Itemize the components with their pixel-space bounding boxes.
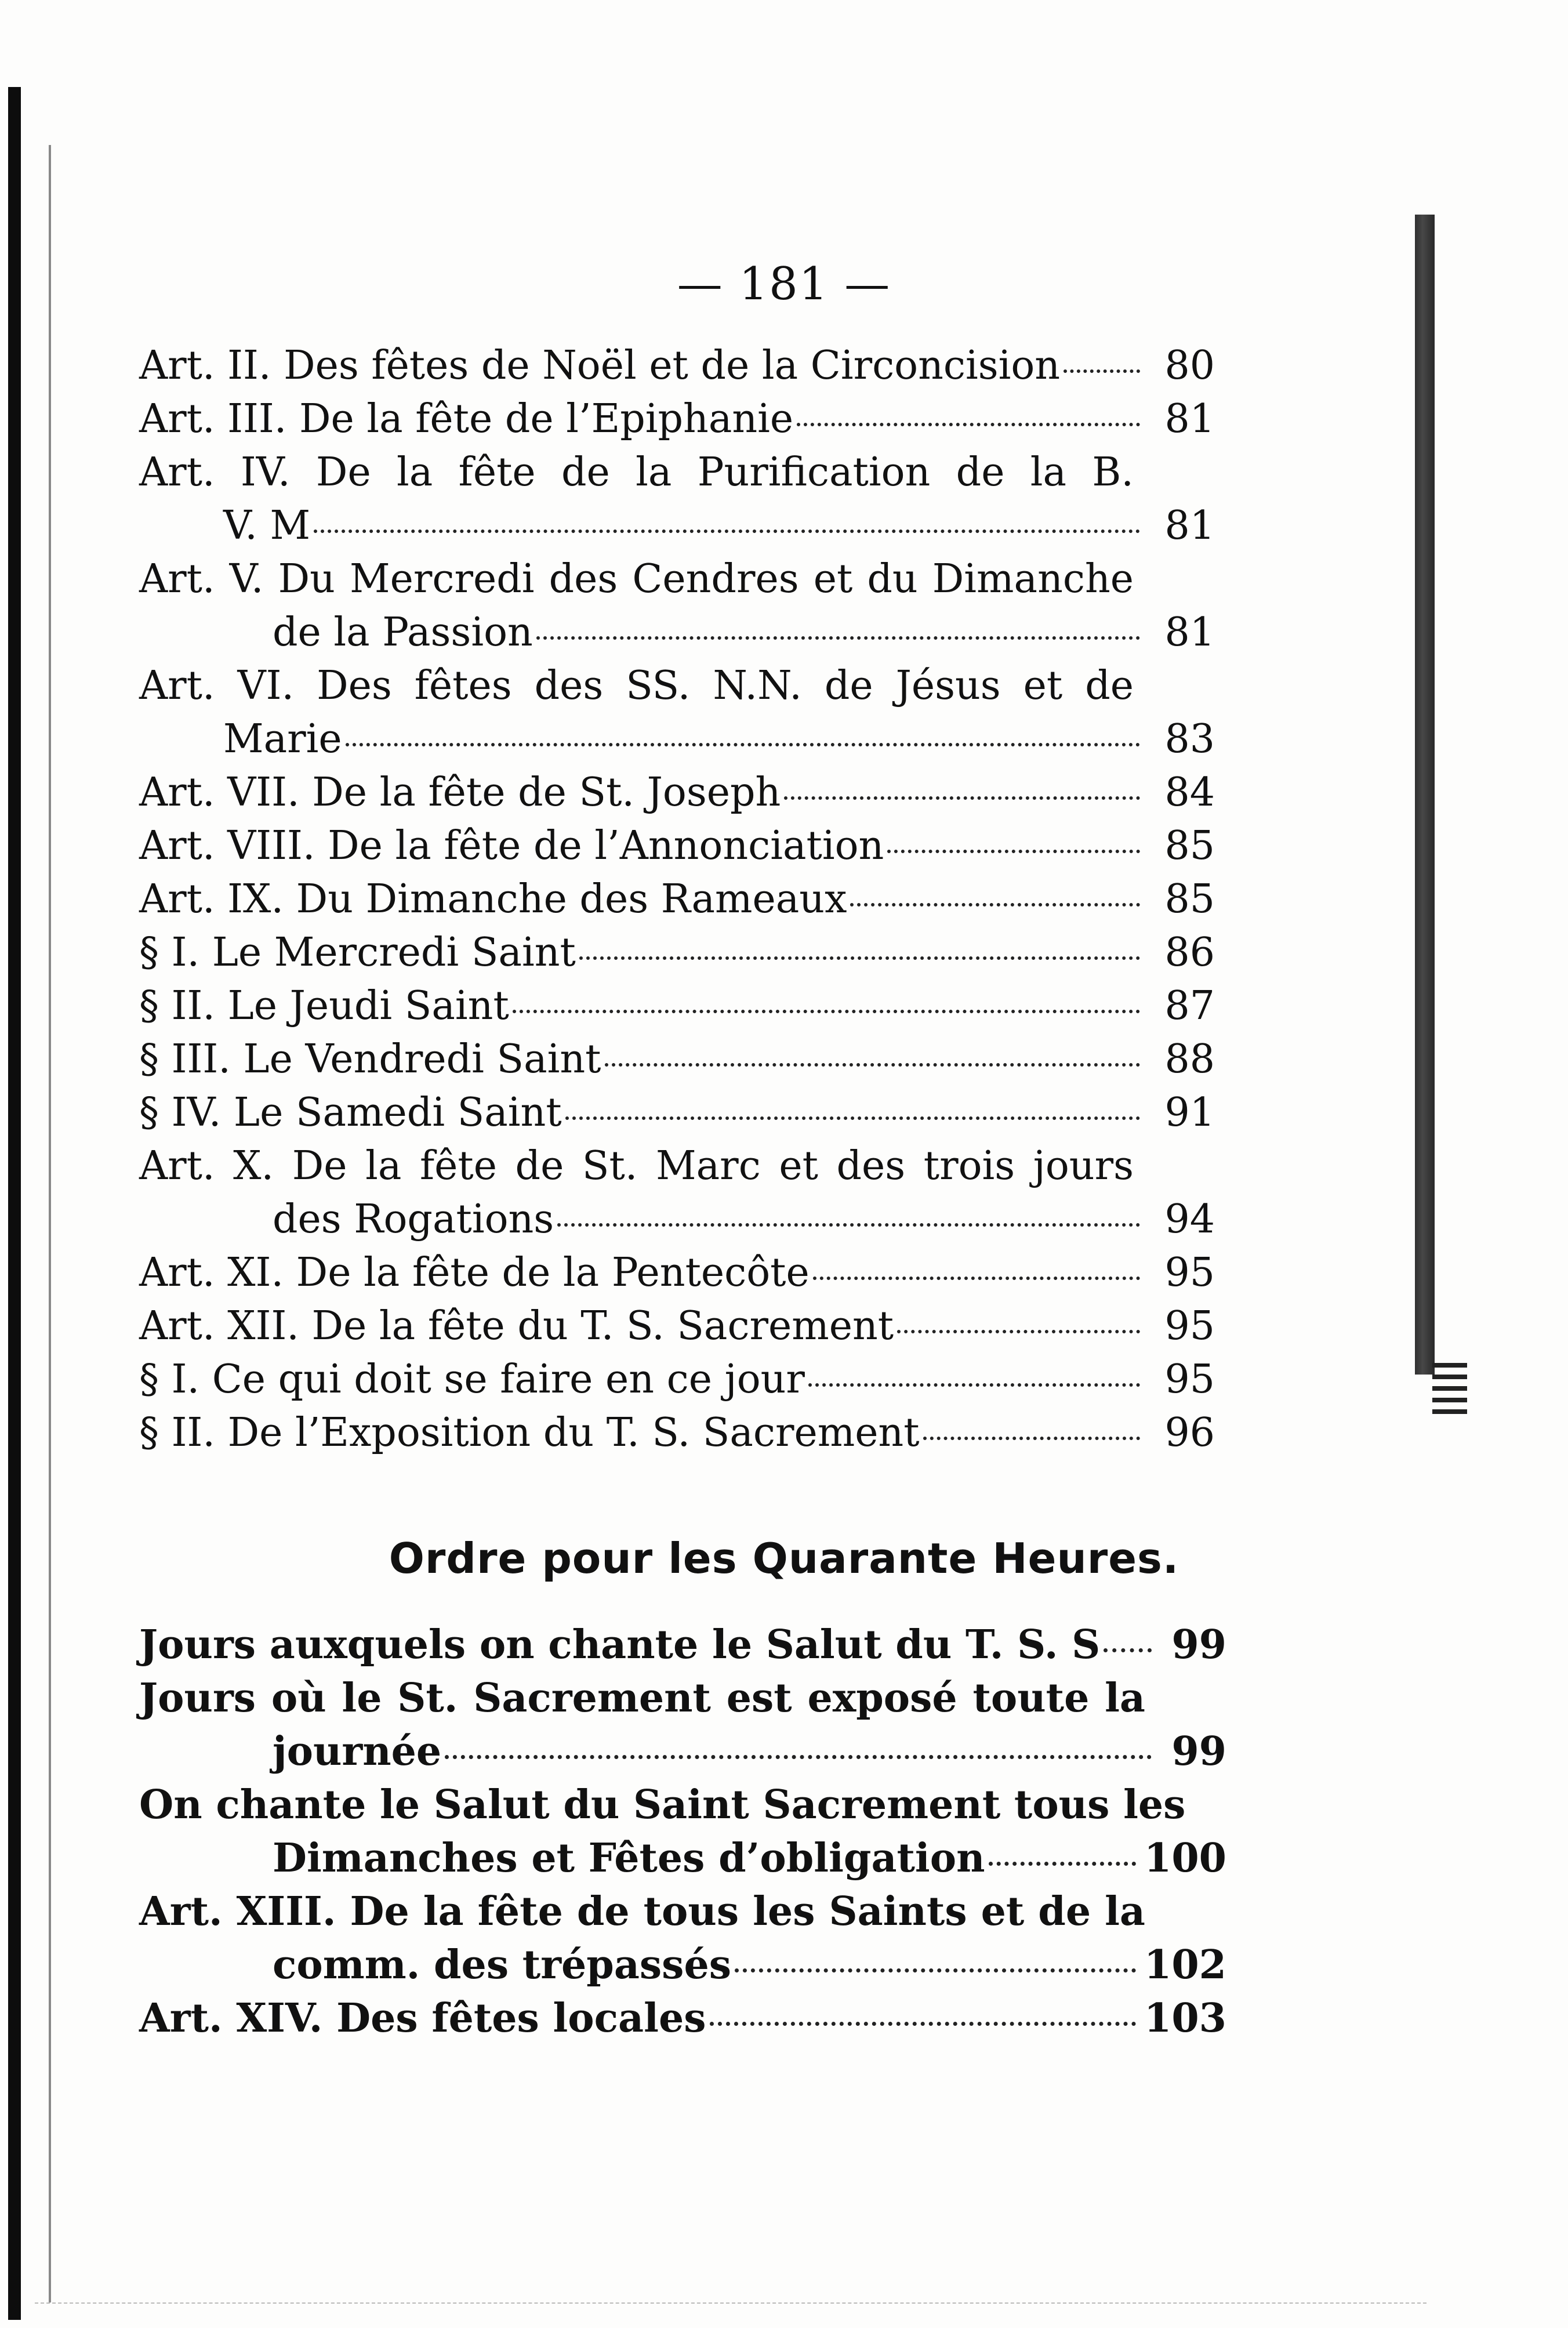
toc-page-number: 85 bbox=[1164, 876, 1215, 922]
toc-entry-title: § II. Le Jeudi Saint bbox=[139, 983, 509, 1029]
dot-leader bbox=[897, 1330, 1140, 1333]
toc-entry-row bbox=[139, 339, 1215, 393]
toc-entry bbox=[139, 1778, 1226, 1885]
toc-entry-row bbox=[139, 1406, 1215, 1460]
dot-leader bbox=[797, 423, 1140, 426]
toc-entry-line: Jours où le St. Sacrement est exposé toute la bbox=[139, 1675, 1145, 1721]
toc-entry-line: On chante le Salut du Saint Sacrement tous les bbox=[139, 1782, 1186, 1828]
toc-page-number: 83 bbox=[1164, 716, 1215, 762]
toc-entry-row bbox=[139, 1618, 1226, 1671]
toc-entry bbox=[139, 1618, 1226, 1671]
toc-entry-title: § II. De l’Exposition du T. S. Sacrement bbox=[139, 1410, 920, 1456]
dot-leader bbox=[605, 1063, 1140, 1067]
toc-entry-title: § I. Ce qui doit se faire en ce jour bbox=[139, 1357, 805, 1402]
dot-leader bbox=[579, 956, 1140, 960]
toc-entry-title: Art. VII. De la fête de St. Joseph bbox=[139, 770, 781, 815]
section-title: Ordre pour les Quarante Heures. bbox=[389, 1534, 1179, 1583]
page-number: — 181 — bbox=[677, 258, 891, 310]
toc-entry-row bbox=[139, 926, 1215, 980]
toc-page-number: 95 bbox=[1164, 1303, 1215, 1349]
dot-leader bbox=[923, 1437, 1140, 1440]
toc-page-number: 88 bbox=[1164, 1036, 1215, 1082]
toc-page-number: 86 bbox=[1164, 930, 1215, 976]
toc-page-number: 80 bbox=[1164, 343, 1215, 389]
toc-entry-row bbox=[139, 766, 1215, 819]
toc-entry-line: Art. XIII. De la fête de tous les Saints et de la bbox=[139, 1888, 1145, 1935]
page-margin-line bbox=[49, 145, 51, 2302]
dot-leader bbox=[813, 1277, 1140, 1280]
toc-entry-title: Art. XI. De la fête de la Pentecôte bbox=[139, 1250, 810, 1296]
toc-entry-title: Art. XII. De la fête du T. S. Sacrement bbox=[139, 1303, 894, 1349]
toc-entry-title: § IV. Le Samedi Saint bbox=[139, 1090, 562, 1136]
toc-entry bbox=[139, 819, 1215, 873]
toc-entry bbox=[139, 659, 1215, 766]
bottom-edge-noise bbox=[35, 2279, 1427, 2304]
toc-entry bbox=[139, 1086, 1215, 1140]
page-edge-shadow bbox=[8, 87, 21, 2320]
binding-edge-shadow bbox=[1415, 215, 1435, 1375]
toc-page-number: 102 bbox=[1144, 1942, 1226, 1988]
toc-entry-row bbox=[139, 1033, 1215, 1086]
toc-entry bbox=[139, 446, 1215, 553]
toc-entry-title: Art. II. Des fêtes de Noël et de la Circoncision bbox=[139, 343, 1061, 389]
dot-leader bbox=[346, 743, 1140, 746]
toc-page-number: 87 bbox=[1164, 983, 1215, 1029]
toc-entry bbox=[139, 1406, 1215, 1460]
toc-entry bbox=[139, 873, 1215, 926]
toc-entry-title: § III. Le Vendredi Saint bbox=[139, 1036, 601, 1082]
toc-entry-title: Art. III. De la fête de l’Epiphanie bbox=[139, 396, 794, 442]
dot-leader bbox=[989, 1862, 1136, 1866]
toc-entry bbox=[139, 553, 1215, 659]
dot-leader bbox=[1104, 1648, 1152, 1652]
toc-entry-row bbox=[139, 1300, 1215, 1353]
toc-page-number: 85 bbox=[1164, 823, 1215, 869]
dot-leader bbox=[536, 636, 1140, 640]
toc-entry-title: Dimanches et Fêtes d’obligation bbox=[273, 1835, 985, 1881]
dot-leader bbox=[808, 1383, 1140, 1387]
toc-page-number: 96 bbox=[1164, 1410, 1215, 1456]
toc-entry-row bbox=[139, 819, 1215, 873]
toc-entry bbox=[139, 980, 1215, 1033]
dot-leader bbox=[314, 530, 1140, 533]
dot-leader bbox=[445, 1755, 1152, 1759]
toc-page-number: 100 bbox=[1144, 1835, 1226, 1881]
toc-entry-row bbox=[139, 1832, 1226, 1885]
toc-entry bbox=[139, 1140, 1215, 1246]
toc-entry bbox=[139, 1300, 1215, 1353]
toc-entry-title: Art. VIII. De la fête de l’Annonciation bbox=[139, 823, 884, 869]
toc-entry-row bbox=[139, 1353, 1215, 1406]
toc-page-number: 99 bbox=[1171, 1728, 1226, 1775]
toc-entry bbox=[139, 1992, 1226, 2045]
toc-entry bbox=[139, 1671, 1226, 1778]
dot-leader bbox=[784, 796, 1140, 800]
toc-entry-title: V. M bbox=[223, 503, 311, 549]
toc-entry-title: des Rogations bbox=[273, 1196, 554, 1242]
toc-entry-title: Art. XIV. Des fêtes locales bbox=[139, 1995, 706, 2041]
toc-page-number: 81 bbox=[1164, 396, 1215, 442]
toc-page-number: 99 bbox=[1171, 1622, 1226, 1668]
dot-leader bbox=[513, 1010, 1140, 1013]
toc-entry bbox=[139, 926, 1215, 980]
dot-leader bbox=[1064, 369, 1140, 373]
binding-edge-marks bbox=[1432, 1363, 1467, 1467]
dot-leader bbox=[850, 903, 1140, 906]
toc-page-number: 103 bbox=[1144, 1995, 1226, 2041]
toc-entry bbox=[139, 1353, 1215, 1406]
toc-entry-row bbox=[139, 499, 1215, 553]
toc-page-number: 84 bbox=[1164, 770, 1215, 815]
toc-entry bbox=[139, 1033, 1215, 1086]
toc-entry-title: § I. Le Mercredi Saint bbox=[139, 930, 576, 976]
dot-leader bbox=[887, 850, 1140, 853]
toc-page-number: 95 bbox=[1164, 1357, 1215, 1402]
toc-entry-title: Marie bbox=[223, 716, 342, 762]
toc-entry-row bbox=[139, 980, 1215, 1033]
toc-page-number: 81 bbox=[1164, 503, 1215, 549]
section-table-of-contents bbox=[139, 1618, 1226, 2045]
toc-entry-title: Jours auxquels on chante le Salut du T. S. S bbox=[139, 1622, 1101, 1668]
toc-entry-row bbox=[139, 1193, 1215, 1246]
toc-page-number: 91 bbox=[1164, 1090, 1215, 1136]
toc-entry bbox=[139, 393, 1215, 446]
toc-entry-line: Art. V. Du Mercredi des Cendres et du Dimanche bbox=[139, 556, 1134, 602]
toc-entry-row bbox=[139, 873, 1215, 926]
dot-leader bbox=[557, 1223, 1140, 1227]
dot-leader bbox=[735, 1968, 1136, 1972]
toc-entry bbox=[139, 1246, 1215, 1300]
toc-entry-row bbox=[139, 606, 1215, 659]
toc-entry-title: comm. des trépassés bbox=[273, 1942, 731, 1988]
toc-page-number: 94 bbox=[1164, 1196, 1215, 1242]
toc-entry bbox=[139, 1885, 1226, 1992]
toc-entry-title: Art. IX. Du Dimanche des Rameaux bbox=[139, 876, 847, 922]
toc-entry bbox=[139, 339, 1215, 393]
toc-entry-line: Art. IV. De la fête de la Purification de la B. bbox=[139, 449, 1134, 495]
table-of-contents bbox=[139, 339, 1215, 1460]
toc-entry-row bbox=[139, 1938, 1226, 1992]
dot-leader bbox=[565, 1116, 1140, 1120]
toc-page-number: 95 bbox=[1164, 1250, 1215, 1296]
toc-entry-row bbox=[139, 1725, 1226, 1778]
toc-entry-row bbox=[139, 1246, 1215, 1300]
dot-leader bbox=[710, 2022, 1137, 2026]
toc-entry-row bbox=[139, 1992, 1226, 2045]
toc-entry-line: Art. VI. Des fêtes des SS. N.N. de Jésus et de bbox=[139, 663, 1134, 709]
toc-entry-row bbox=[139, 393, 1215, 446]
toc-entry-line: Art. X. De la fête de St. Marc et des trois jours bbox=[139, 1143, 1134, 1189]
toc-entry bbox=[139, 766, 1215, 819]
toc-entry-title: journée bbox=[273, 1728, 442, 1775]
toc-page-number: 81 bbox=[1164, 610, 1215, 655]
toc-entry-title: de la Passion bbox=[273, 610, 533, 655]
toc-entry-row bbox=[139, 713, 1215, 766]
toc-entry-row bbox=[139, 1086, 1215, 1140]
